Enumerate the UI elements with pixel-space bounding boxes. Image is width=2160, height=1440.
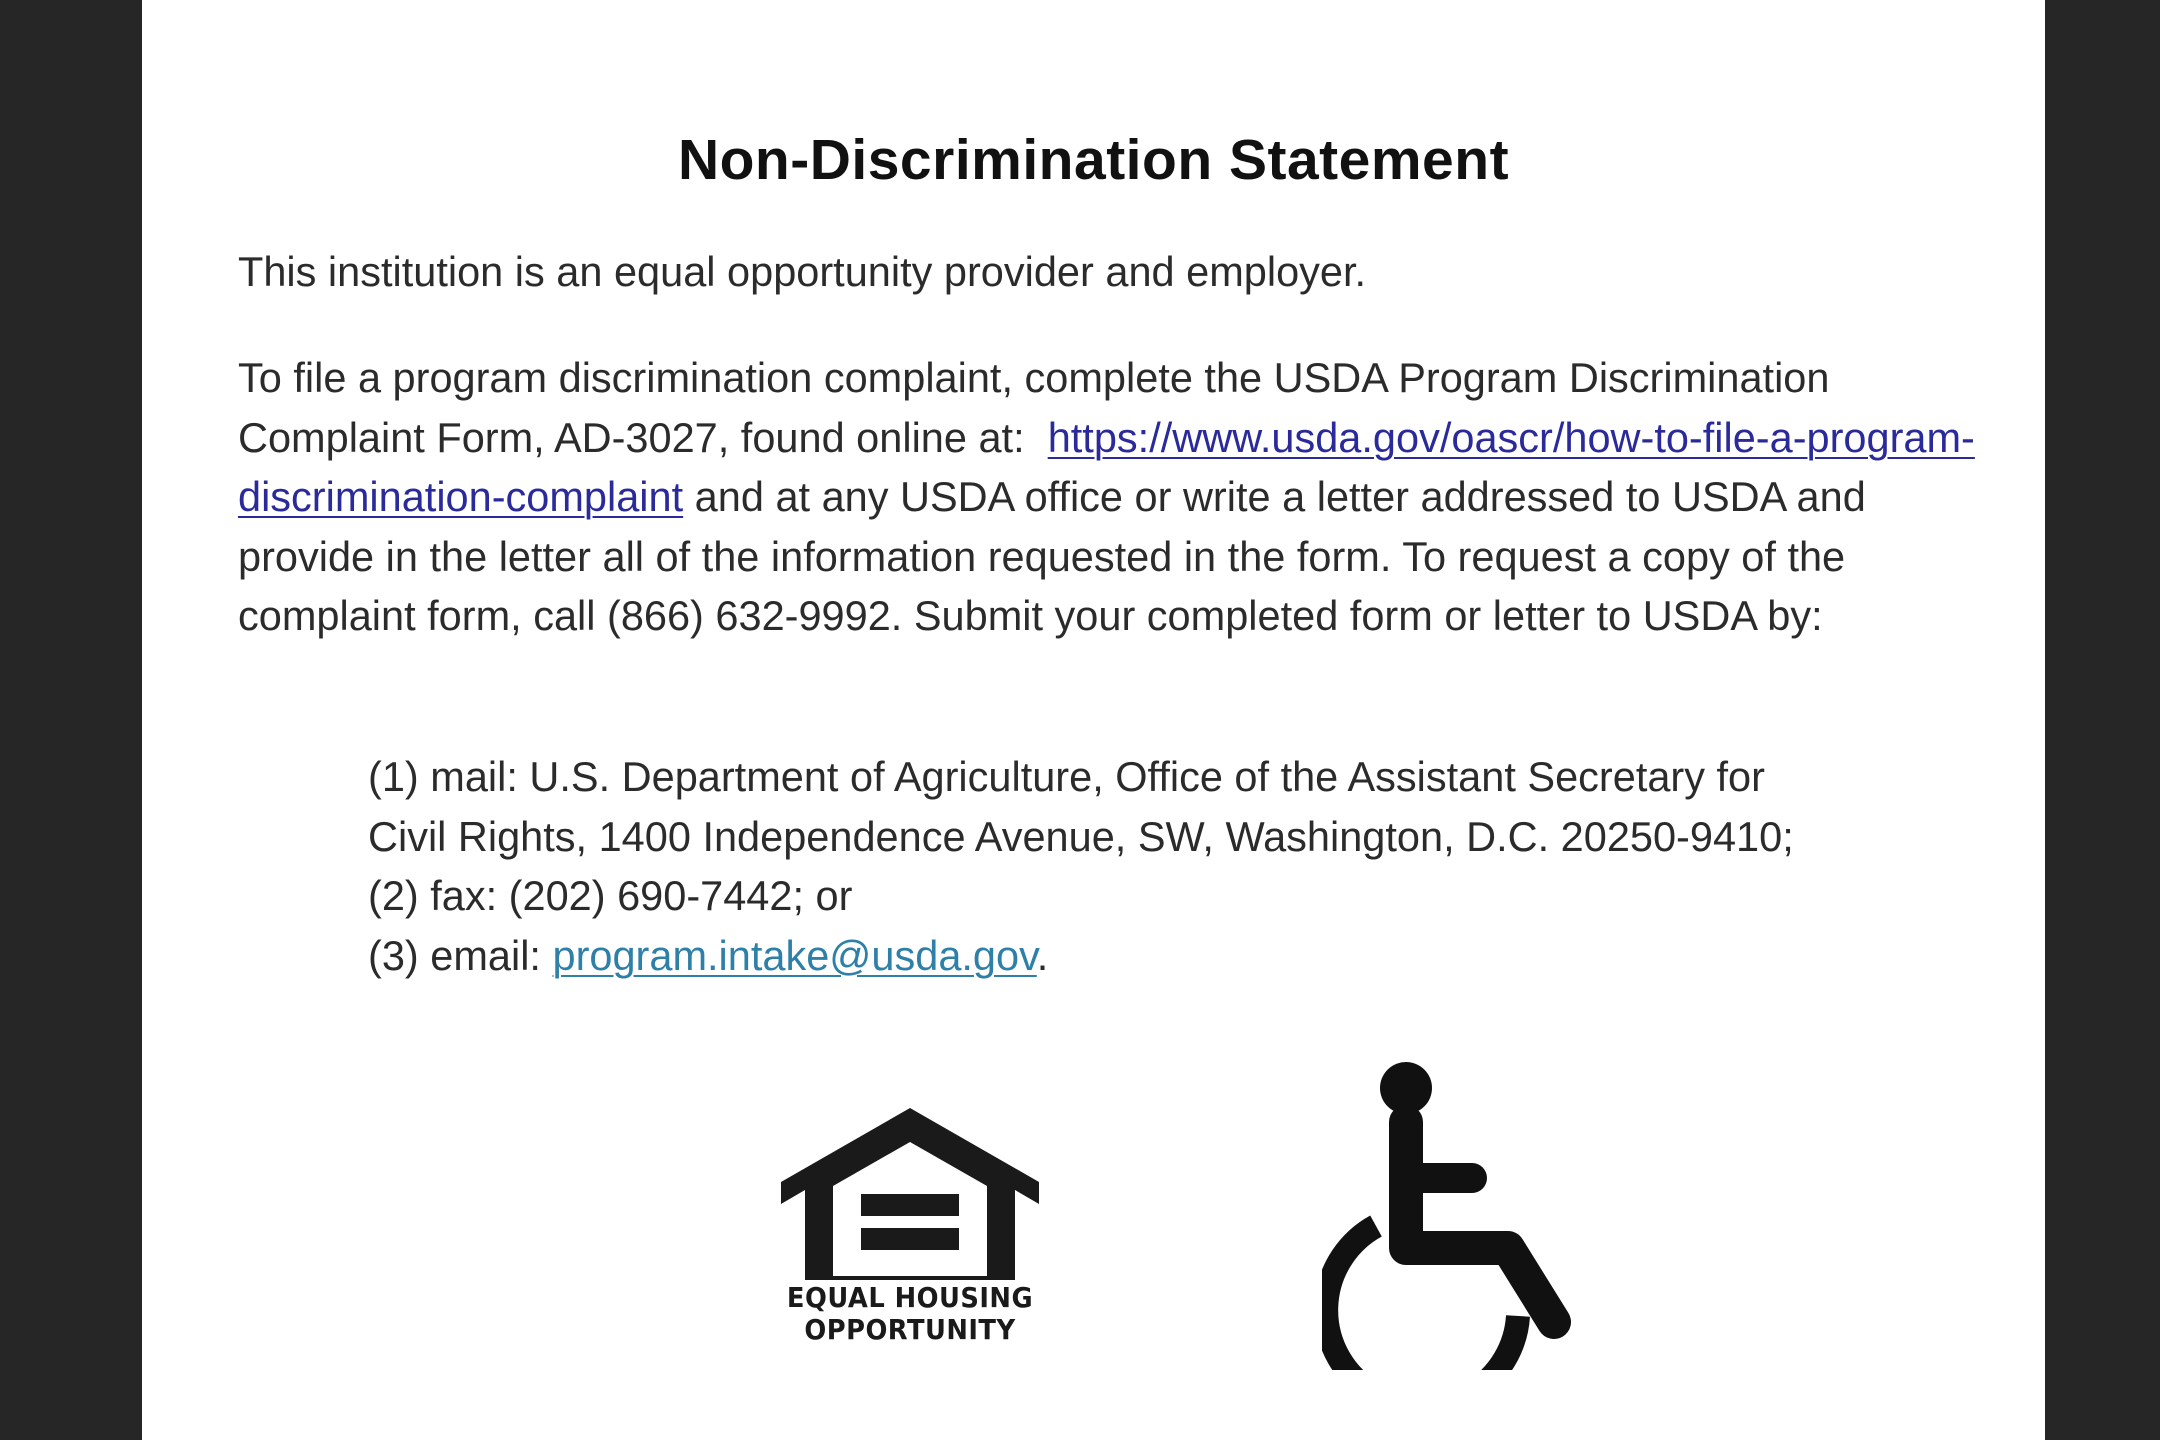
submission-methods-list — [368, 747, 1988, 985]
equal-housing-icon — [775, 1100, 1045, 1280]
email-line — [368, 926, 1988, 986]
mail-line-2: Civil Rights, 1400 Independence Avenue, SW, Washington, D.C. 20250-9410; — [368, 812, 1794, 860]
equal-housing-logo — [775, 1100, 1045, 1360]
email-link[interactable]: program.intake@usda.gov — [552, 931, 1037, 979]
page-title: Non-Discrimination Statement — [677, 128, 1510, 192]
wheelchair-icon — [1322, 1060, 1572, 1370]
email-suffix: . — [1036, 931, 1049, 979]
intro-paragraph: This institution is an equal opportunity provider and employer. — [238, 248, 1367, 295]
complaint-text-part2: and at any USDA office or write a letter addressed to USDA and provide in the letter all of the information requested in the form. To request a copy of the complaint form, call (866) 632-9992. Submit your completed form or letter to USDA by: — [238, 473, 1866, 639]
mail-line-1: (1) mail: U.S. Department of Agriculture, Office of the Assistant Secretary for — [368, 753, 1765, 800]
equal-housing-line-2: OPPORTUNITY — [804, 1313, 1016, 1346]
accessibility-logo — [1322, 1060, 1572, 1370]
email-prefix: (3) email: — [368, 931, 541, 979]
equal-housing-line-1: EQUAL HOUSING — [786, 1281, 1034, 1314]
complaint-text-part1: To file a program discrimination complaint, complete the USDA Program Discrimination Complaint Form, AD-3027, found online at: — [238, 354, 1830, 461]
complaint-paragraph — [238, 348, 1998, 646]
document-page — [142, 0, 2045, 1440]
fax-line: (2) fax: (202) 690-7442; or — [368, 872, 853, 919]
complaint-url-link[interactable]: https://www.usda.gov/oascr/how-to-file-a-program-discrimination-complaint — [238, 413, 1975, 520]
